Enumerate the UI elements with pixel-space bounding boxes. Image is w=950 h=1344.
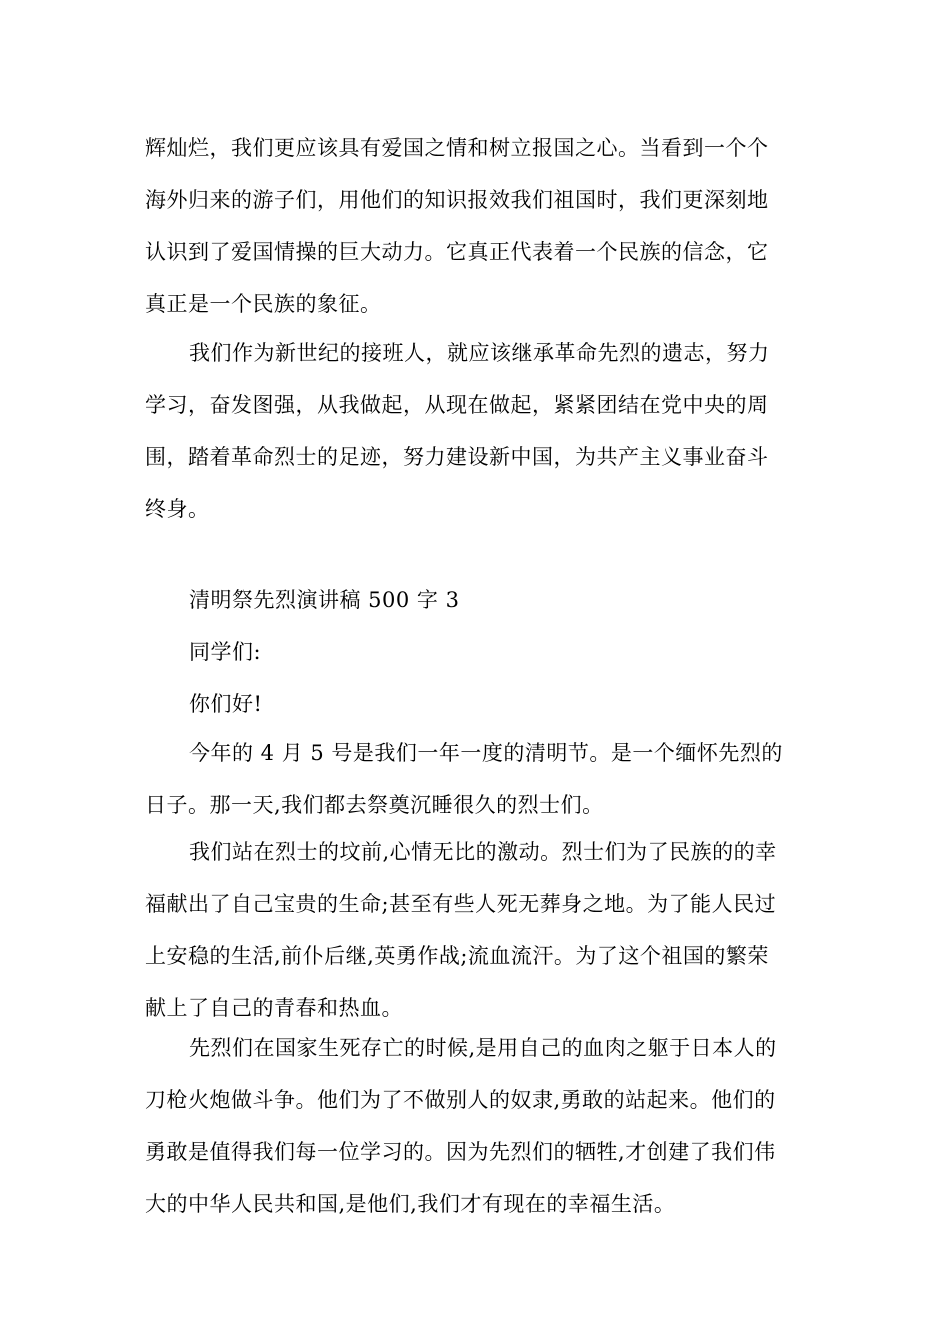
text-line: 大的中华人民共和国,是他们,我们才有现在的幸福生活。 xyxy=(145,1192,676,1216)
text-line: 围，踏着革命烈士的足迹，努力建设新中国，为共产主义事业奋斗 xyxy=(145,445,769,469)
text-line: 勇敢是值得我们每一位学习的。因为先烈们的牺牲,才创建了我们伟 xyxy=(145,1140,776,1164)
paragraph-successor xyxy=(145,327,805,535)
section-title: 清明祭先烈演讲稿 500 字 3 xyxy=(189,588,460,612)
text-line: 海外归来的游子们，用他们的知识报效我们祖国时，我们更深刻地 xyxy=(145,188,769,212)
text-line: 我们站在烈士的坟前,心情无比的激动。烈士们为了民族的的幸 xyxy=(189,840,777,864)
text-line: 我们作为新世纪的接班人，就应该继承革命先烈的遗志，努力 xyxy=(189,341,770,365)
text-line: 献上了自己的青春和热血。 xyxy=(145,996,403,1020)
text-line: 辉灿烂，我们更应该具有爱国之情和树立报国之心。当看到一个个 xyxy=(145,136,769,160)
text-line: 学习，奋发图强，从我做起，从现在做起，紧紧团结在党中央的周 xyxy=(145,393,769,417)
text-line: 上安稳的生活,前仆后继,英勇作战;流血流汗。为了这个祖国的繁荣 xyxy=(145,944,769,968)
text-line: 先烈们在国家生死存亡的时候,是用自己的血肉之躯于日本人的 xyxy=(189,1036,777,1060)
text-line: 刀枪火炮做斗争。他们为了不做别人的奴隶,勇敢的站起来。他们的 xyxy=(145,1088,776,1112)
text-line: 福献出了自己宝贵的生命;甚至有些人死无葬身之地。为了能人民过 xyxy=(145,892,777,916)
text-line: 认识到了爱国情操的巨大动力。它真正代表着一个民族的信念，它 xyxy=(145,240,769,264)
section-title-block xyxy=(145,574,805,730)
paragraph-struggle xyxy=(145,1022,805,1230)
text-line: 真正是一个民族的象征。 xyxy=(145,292,382,316)
text-line: 日子。那一天,我们都去祭奠沉睡很久的烈士们。 xyxy=(145,793,604,817)
salutation: 同学们: xyxy=(189,640,262,664)
greeting: 你们好! xyxy=(189,692,263,716)
text-line: 终身。 xyxy=(145,497,210,521)
paragraph-qingming xyxy=(145,727,805,831)
text-line: 今年的 4 月 5 号是我们一年一度的清明节。是一个缅怀先烈的 xyxy=(189,741,783,765)
paragraph-patriotism-continued xyxy=(145,122,805,330)
paragraph-tomb xyxy=(145,826,805,1034)
